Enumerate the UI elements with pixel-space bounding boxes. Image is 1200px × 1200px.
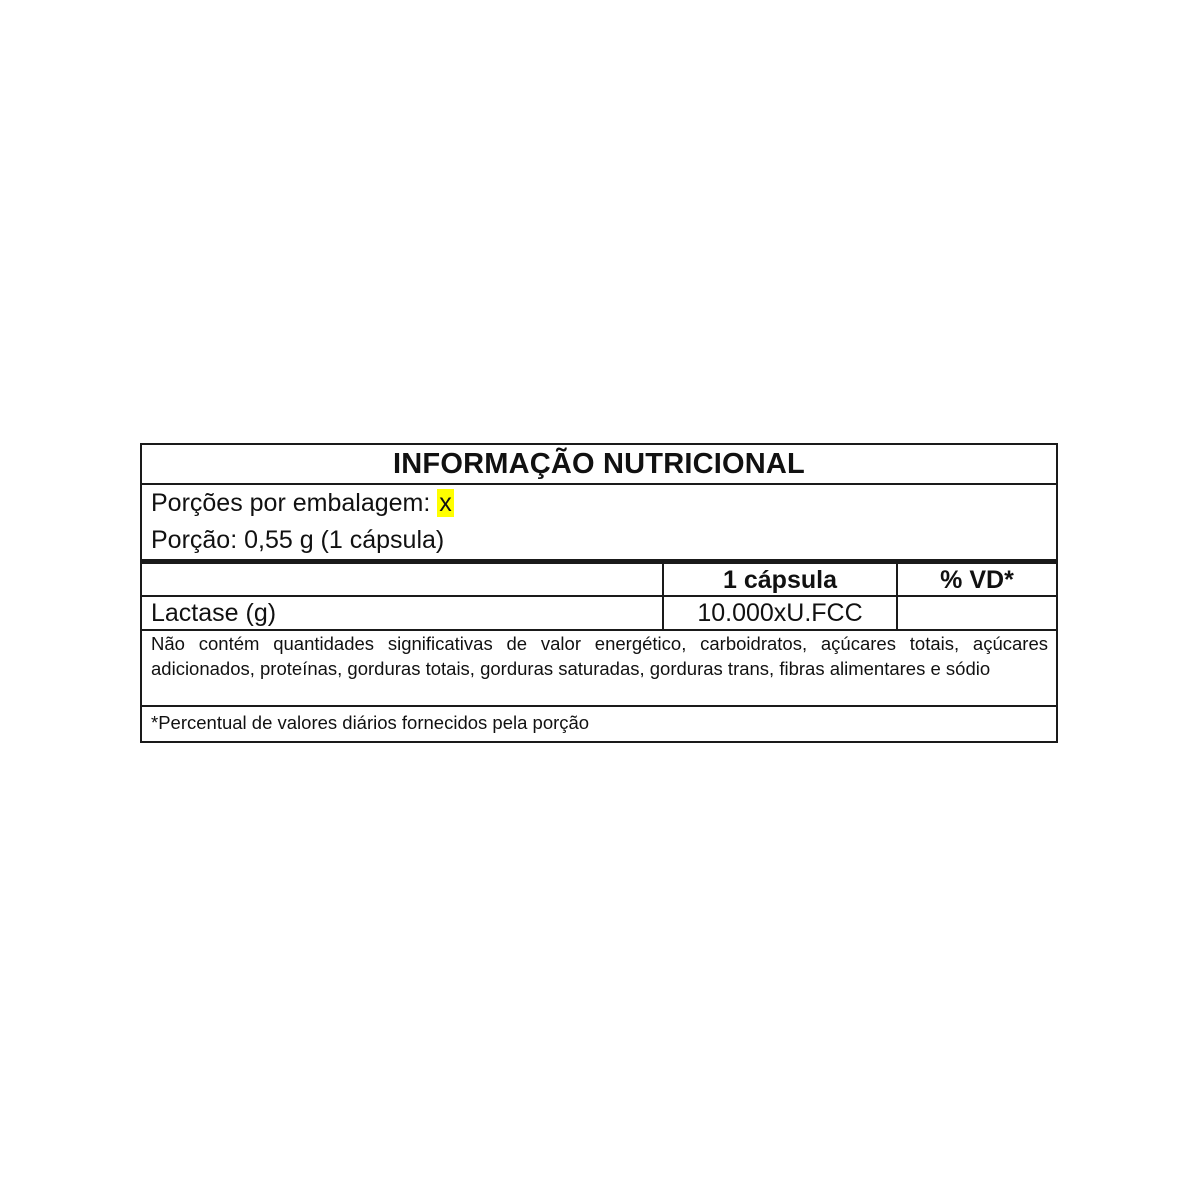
servings-per-package [151,485,1056,522]
nutrient-daily-value [898,597,1056,629]
nutrient-name: Lactase (g) [142,597,664,629]
header-amount: 1 cápsula [664,564,898,595]
servings-value: x [439,489,452,517]
nutrition-facts-table [140,443,1058,743]
not-significant-note: Não contém quantidades significativas de valor energético, carboidratos, açúcares totais, açúcares adicionados, proteínas, gorduras totais, gorduras saturadas, gorduras trans, fibras alimentares e sódio [142,631,1056,707]
table-title: INFORMAÇÃO NUTRICIONAL [142,445,1056,485]
portion-size: Porção: 0,55 g (1 cápsula) [151,526,445,554]
header-daily-value: % VD* [940,566,1014,594]
nutrient-amount: 10.000xU.FCC [664,597,898,629]
serving-info [142,485,1056,564]
header-nutrient [142,564,664,595]
servings-label: Porções por embalagem: [151,489,438,517]
table-header-row [142,564,1056,597]
table-row [142,597,1056,631]
footnote: *Percentual de valores diários fornecidos pela porção [151,712,590,733]
